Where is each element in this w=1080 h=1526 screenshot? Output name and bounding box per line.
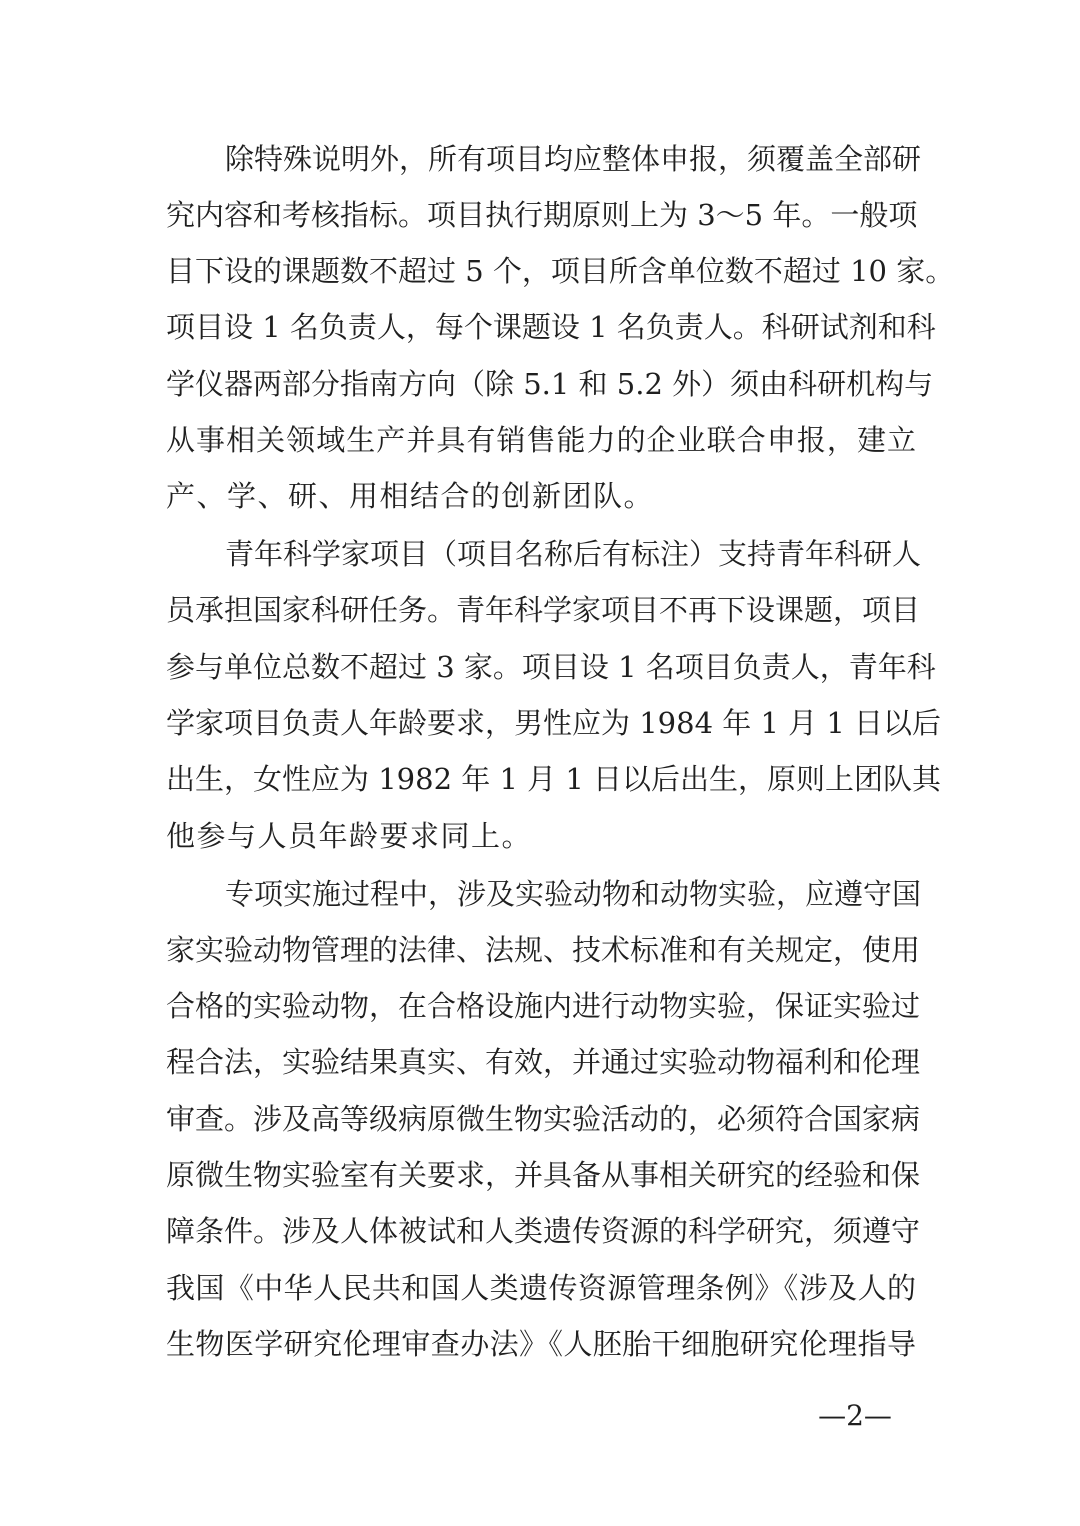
- paragraph-2-line-3: 参与单位总数不超过 3 家。项目设 1 名项目负责人，青年科: [166, 650, 936, 684]
- paragraph-2-line-5: 出生，女性应为 1982 年 1 月 1 日以后出生，原则上团队其: [166, 762, 942, 796]
- paragraph-3-line-6: 原微生物实验室有关要求，并具备从事相关研究的经验和保: [166, 1158, 921, 1192]
- paragraph-1-line-7: 产、学、研、用相结合的创新团队。: [166, 479, 655, 513]
- paragraph-3-line-8: 我国《中华人民共和国人类遗传资源管理条例》《涉及人的: [166, 1271, 916, 1305]
- paragraph-3-line-7: 障条件。涉及人体被试和人类遗传资源的科学研究，须遵守: [166, 1214, 921, 1248]
- paragraph-1-line-3: 目下设的课题数不超过 5 个，项目所含单位数不超过 10 家。: [166, 254, 955, 288]
- paragraph-2-line-6: 他参与人员年龄要求同上。: [166, 819, 533, 853]
- page-number: —2—: [818, 1399, 892, 1432]
- paragraph-2-line-4: 学家项目负责人年龄要求，男性应为 1984 年 1 月 1 日以后: [166, 706, 942, 740]
- paragraph-2-line-1: 青年科学家项目（项目名称后有标注）支持青年科研人: [225, 537, 922, 571]
- paragraph-3-line-4: 程合法，实验结果真实、有效，并通过实验动物福利和伦理: [166, 1045, 921, 1079]
- paragraph-3-line-5: 审查。涉及高等级病原微生物实验活动的，必须符合国家病: [166, 1102, 921, 1136]
- paragraph-1-line-5: 学仪器两部分指南方向（除 5.1 和 5.2 外）须由科研机构与: [166, 367, 934, 401]
- paragraph-1-line-6: 从事相关领域生产并具有销售能力的企业联合申报，建立: [166, 423, 916, 457]
- paragraph-1-line-2: 究内容和考核指标。项目执行期原则上为 3～5 年。一般项: [166, 198, 918, 232]
- paragraph-3-line-3: 合格的实验动物，在合格设施内进行动物实验，保证实验过: [166, 989, 921, 1023]
- paragraph-3-line-9: 生物医学研究伦理审查办法》《人胚胎干细胞研究伦理指导: [166, 1327, 916, 1361]
- paragraph-1-line-1: 除特殊说明外，所有项目均应整体申报，须覆盖全部研: [225, 142, 922, 176]
- paragraph-3-line-1: 专项实施过程中，涉及实验动物和动物实验，应遵守国: [225, 877, 922, 911]
- paragraph-2-line-2: 员承担国家科研任务。青年科学家项目不再下设课题，项目: [166, 593, 921, 627]
- paragraph-1-line-4: 项目设 1 名负责人，每个课题设 1 名负责人。科研试剂和科: [166, 310, 936, 344]
- paragraph-3-line-2: 家实验动物管理的法律、法规、技术标准和有关规定，使用: [166, 933, 921, 967]
